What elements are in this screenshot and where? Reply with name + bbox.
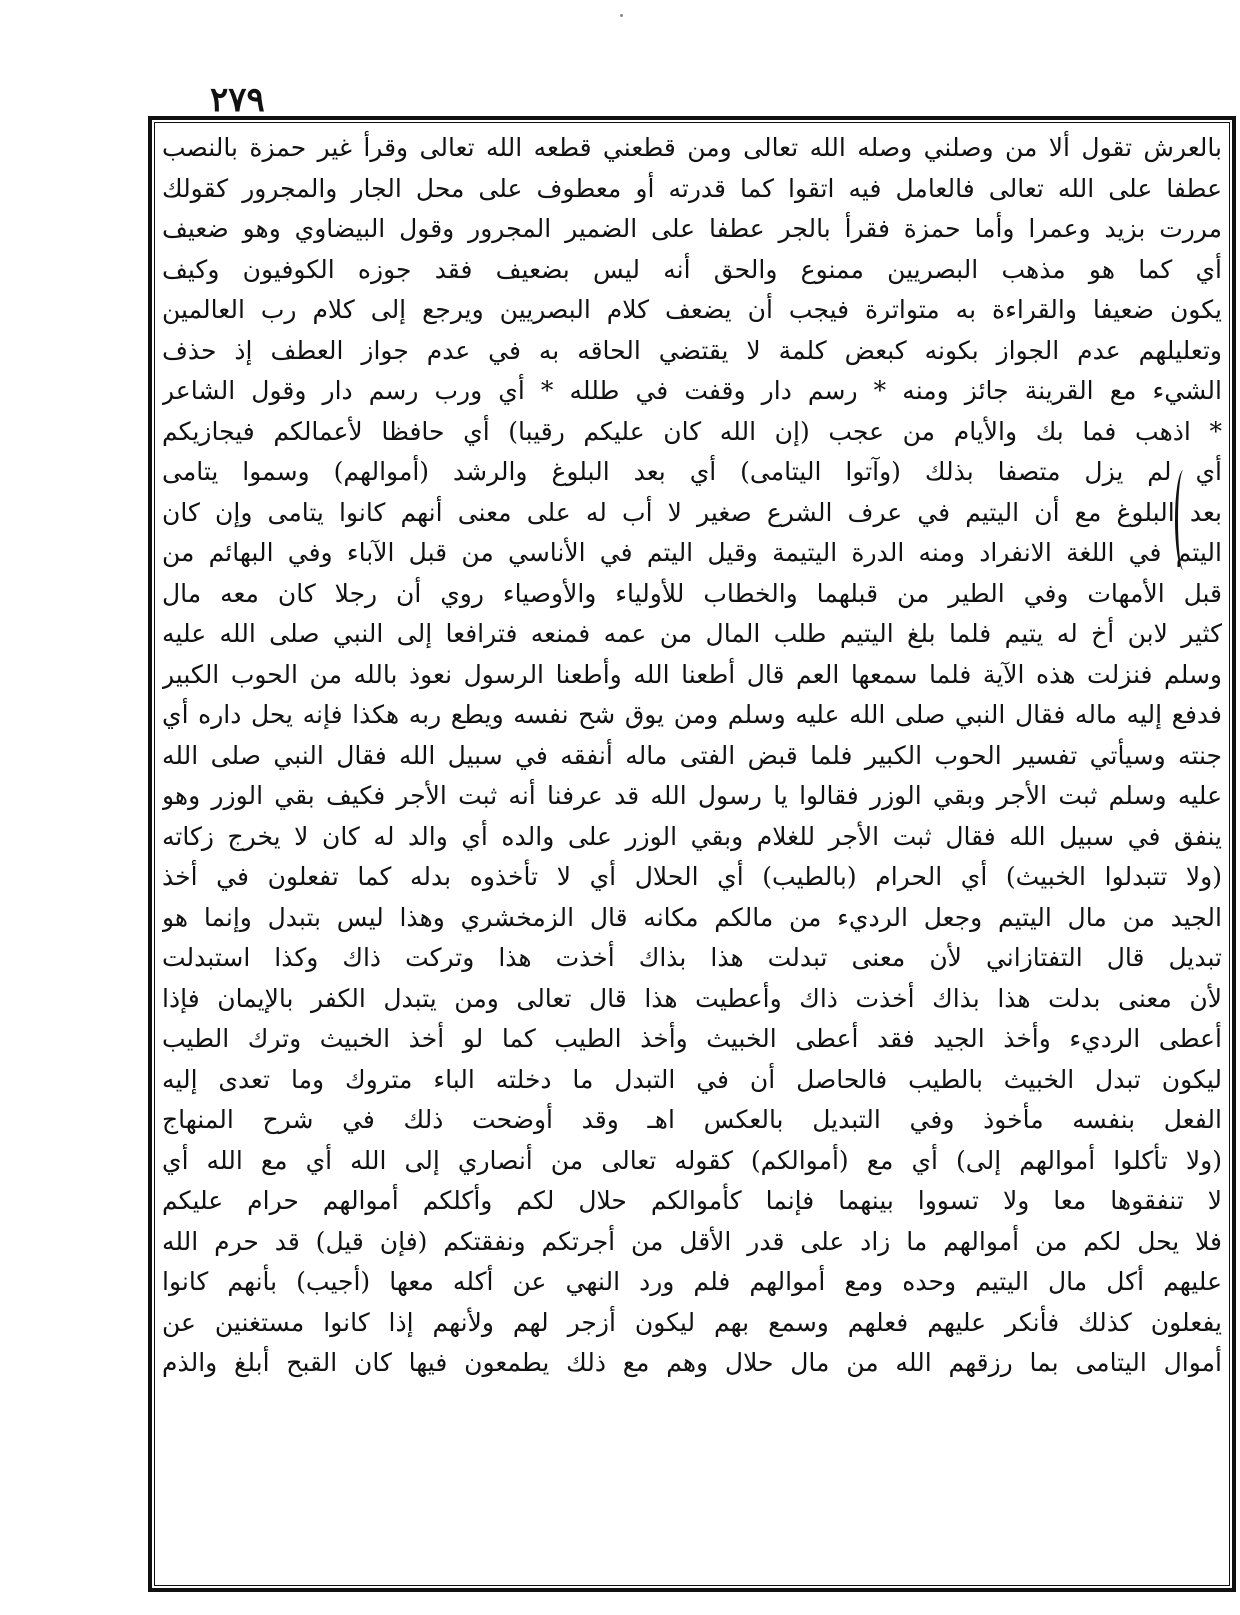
text-line: مررت بزيد وعمرا وأما حمزة فقرأ بالجر عطفا على الضمير المجرور وقول البيضاوي وهو ضعيف xyxy=(162,214,1222,243)
text-line: لا تنفقوها معا ولا تسووا بينهما فإنما كأموالكم حلال لكم وأكلكم أموالهم حرام عليكم xyxy=(162,1186,1222,1215)
text-line: عليهم أكل مال اليتيم وحده ومع أموالهم فلم ورد النهي عن أكله معها (أجيب) بأنهم كانوا xyxy=(162,1267,1222,1296)
text-line: الفعل بنفسه مأخوذ وفي التبديل بالعكس اهـ وقد أوضحت ذلك في شرح المنهاج xyxy=(162,1105,1222,1134)
text-line: (ولا تتبدلوا الخبيث) أي الحرام (بالطيب) أي الحلال أي لا تأخذوه بدله كما تفعلون في أخذ xyxy=(162,862,1222,891)
page-number: ٢٧٩ xyxy=(210,80,265,120)
text-line: فلا يحل لكم من أموالهم ما زاد على قدر الأقل من أجرتكم ونفقتكم (فإن قيل) قد حرم الله xyxy=(162,1226,1222,1256)
text-line: جنته وسيأتي تفسير الحوب الكبير فلما قبض الفتى ماله أنفقه في سبيل الله فقال النبي صلى الله xyxy=(162,740,1222,770)
text-line: أموال اليتامى بما رزقهم الله من مال حلال وهم مع ذلك يطمعون فيها كان القبح أبلغ والذم xyxy=(162,1348,1222,1377)
text-line: (ولا تأكلوا أموالهم إلى) أي مع (أموالكم) كقوله تعالى من أنصاري إلى الله أي مع الله أي xyxy=(162,1145,1222,1175)
text-line: بعد البلوغ مع أن اليتيم في عرف الشرع صغير لا أب له على معنى أنهم كانوا يتامى وإن كان xyxy=(162,497,1222,527)
text-line: تبديل قال التفتازاني لأن معنى تبدلت هذا بذاك أخذت هذا وتركت ذاك وكذا استبدلت xyxy=(162,943,1222,972)
text-line: ليكون تبدل الخبيث بالطيب فالحاصل أن في التبدل ما دخلته الباء متروك وما تعدى إليه xyxy=(162,1064,1222,1094)
text-line: الجيد من مال اليتيم وجعل الرديء من مالكم مكانه قال الزمخشري وهذا ليس بتبدل وإنما هو xyxy=(162,902,1222,932)
text-line: يكون ضعيفا والقراءة به متواترة فيجب أن يضعف كلام البصريين ويرجع إلى كلام رب العالمين xyxy=(162,295,1222,324)
text-line: أي كما هو مذهب البصريين ممنوع والحق أنه ليس بضعيف فقد جوزه الكوفيون وكيف xyxy=(162,254,1222,284)
scan-dot xyxy=(620,14,623,17)
text-line: * اذهب فما بك والأيام من عجب (إن الله كان عليكم رقيبا) أي حافظا لأعمالكم فيجازيكم xyxy=(162,416,1222,446)
text-line: ينفق في سبيل الله فقال ثبت الأجر للغلام وبقي الوزر على والده أي والد له كان لا يخرج زكاته xyxy=(162,821,1222,851)
text-line: يفعلون كذلك فأنكر عليهم فعلهم وسمع بهم ليكون أزجر لهم ولأنهم إذا كانوا مستغنين عن xyxy=(162,1307,1222,1337)
text-line: اليتم في اللغة الانفراد ومنه الدرة اليتيمة وقيل اليتم في الأناسي من قبل الآباء وفي البهائم من xyxy=(162,538,1222,567)
text-line: عليه وسلم ثبت الأجر وبقي الوزر فقالوا يا رسول الله قد عرفنا أنه ثبت الأجر فكيف بقي الوزر وهو xyxy=(162,781,1222,810)
text-line: قبل الأمهات وفي الطير من قبلهما والخطاب للأولياء والأوصياء روي أن رجلا كان معه مال xyxy=(162,578,1222,608)
text-line: أي لم يزل متصفا بذلك (وآتوا اليتامى) أي بعد البلوغ والرشد (أموالهم) وسموا يتامى xyxy=(162,457,1222,486)
text-line: الشيء مع القرينة جائز ومنه * رسم دار وقفت في طلله * أي ورب رسم دار وقول الشاعر xyxy=(162,376,1222,405)
text-line: وسلم فنزلت هذه الآية فلما سمعها العم قال أطعنا الله وأطعنا الرسول نعوذ بالله من الحوب الكبير xyxy=(162,659,1222,689)
body-text xyxy=(162,128,1222,1384)
text-line: أعطى الرديء وأخذ الجيد فقد أعطى الخبيث وأخذ الطيب كما لو أخذ الخبيث وترك الطيب xyxy=(162,1024,1222,1053)
text-line: لأن معنى بدلت هذا بذاك أخذت ذاك وأعطيت هذا قال تعالى ومن يتبدل الكفر بالإيمان فإذا xyxy=(162,983,1222,1013)
text-line: كثير لابن أخ له يتيم فلما بلغ اليتيم طلب المال من عمه فمنعه فترافعا إلى النبي صلى الله عليه xyxy=(162,619,1222,648)
text-line: فدفع إليه ماله فقال النبي صلى الله عليه وسلم ومن يوق شح نفسه ويطع ربه هكذا فإنه يحل داره أي xyxy=(162,700,1222,729)
text-line: وتعليلهم عدم الجواز بكونه كبعض كلمة لا يقتضي الحاقه به في عدم جواز العطف إذ حذف xyxy=(162,335,1222,365)
text-line: عطفا على الله تعالى فالعامل فيه اتقوا كما قدرته أو معطوف على محل الجار والمجرور كقولك xyxy=(162,173,1222,203)
text-line: بالعرش تقول ألا من وصلني وصله الله تعالى ومن قطعني قطعه الله تعالى وقرأ غير حمزة بالنصب xyxy=(162,133,1222,162)
